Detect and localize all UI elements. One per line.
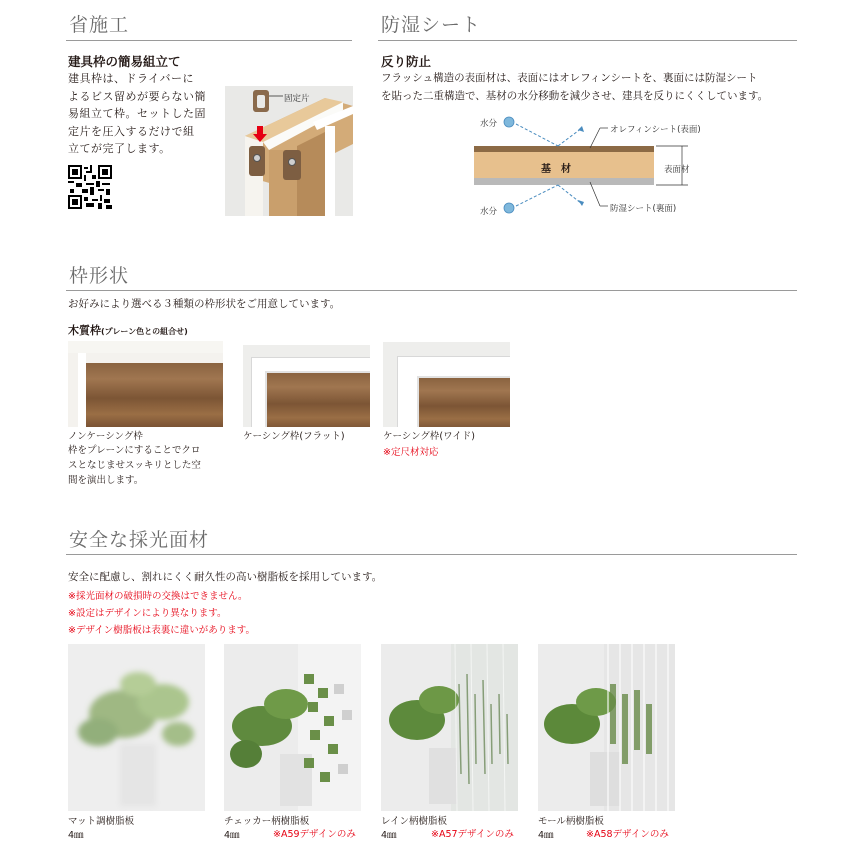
part-label: 固定片	[284, 94, 310, 104]
frame-label-casing-wide: ケーシング枠(ワイド)	[383, 431, 476, 442]
frame-title: 枠形状	[69, 265, 130, 287]
panel-thickness-checker: 4㎜	[224, 830, 240, 841]
panel-note-checker: ※A59デザインのみ	[273, 829, 356, 840]
frame-note-casing-wide: ※定尺材対応	[383, 447, 439, 458]
panel-photo-matte	[68, 644, 205, 811]
panel-note-rain: ※A57デザインのみ	[431, 829, 514, 840]
panel-note-mall: ※A58デザインのみ	[586, 829, 669, 840]
moisture-rule	[378, 40, 797, 41]
frame-intro: お好みにより選べる３種類の枠形状をご用意しています。	[68, 298, 341, 310]
construction-title: 省施工	[69, 14, 130, 36]
olefin-label: オレフィンシート(表面)	[610, 125, 701, 135]
moisture-heading: 反り防止	[381, 54, 432, 69]
construction-rule	[66, 40, 352, 41]
frame-desc-noncasing: 枠をプレーンにすることでクロ スとなじませスッキリとした空 間を演出します。	[68, 445, 201, 486]
construction-heading: 建具枠の簡易組立て	[68, 54, 181, 69]
surface-material-label: 表面材	[664, 165, 690, 175]
frame-photo-casing-wide	[383, 342, 510, 427]
lighting-intro: 安全に配慮し、割れにくく耐久性の高い樹脂板を採用しています。	[68, 571, 383, 583]
panel-name-mall: モール柄樹脂板	[538, 816, 604, 827]
water-label-bottom: 水分	[480, 207, 498, 217]
frame-subheading: 木質枠(プレーン色との組合せ)	[68, 324, 188, 337]
frame-label-noncasing: ノンケーシング枠	[68, 431, 143, 442]
panel-thickness-rain: 4㎜	[381, 830, 397, 841]
lighting-title: 安全な採光面材	[69, 529, 210, 551]
frame-label-casing-flat: ケーシング枠(フラット)	[243, 431, 345, 442]
frame-photo-casing-flat	[243, 345, 370, 427]
water-label-top: 水分	[480, 119, 498, 129]
panel-photo-mall	[538, 644, 675, 811]
construction-text: 建具枠は、ドライバーに よるビス留めが要らない簡 易組立て枠。セットした固 定片を圧入するだけで組 立てが完了します。	[68, 72, 206, 155]
panel-photo-checker	[224, 644, 361, 811]
frame-rule	[66, 290, 797, 291]
lighting-rule	[66, 554, 797, 555]
moisture-text: フラッシュ構造の表面材は、表面にはオレフィンシートを、裏面には防湿シート を貼った二重構造で、基材の水分移動を減少させ、建具を反りにくくしています。	[381, 72, 769, 102]
panel-name-matte: マット調樹脂板	[68, 816, 135, 827]
panel-thickness-mall: 4㎜	[538, 830, 554, 841]
moisture-sheet-label: 防湿シート(裏面)	[610, 204, 677, 214]
assembly-photo	[225, 86, 353, 216]
lighting-notes: ※採光面材の破損時の交換はできません。 ※設定はデザインにより異なります。 ※デザイン樹脂板は表裏に違いがあります。	[68, 591, 256, 636]
base-label: 基 材	[541, 164, 571, 175]
panel-thickness-matte: 4㎜	[68, 830, 84, 841]
frame-photo-noncasing	[68, 341, 223, 427]
panel-name-checker: チェッカー柄樹脂板	[224, 816, 310, 827]
panel-name-rain: レイン柄樹脂板	[381, 816, 448, 827]
panel-photo-rain	[381, 644, 518, 811]
qr-code	[68, 165, 112, 209]
moisture-title: 防湿シート	[381, 14, 482, 36]
